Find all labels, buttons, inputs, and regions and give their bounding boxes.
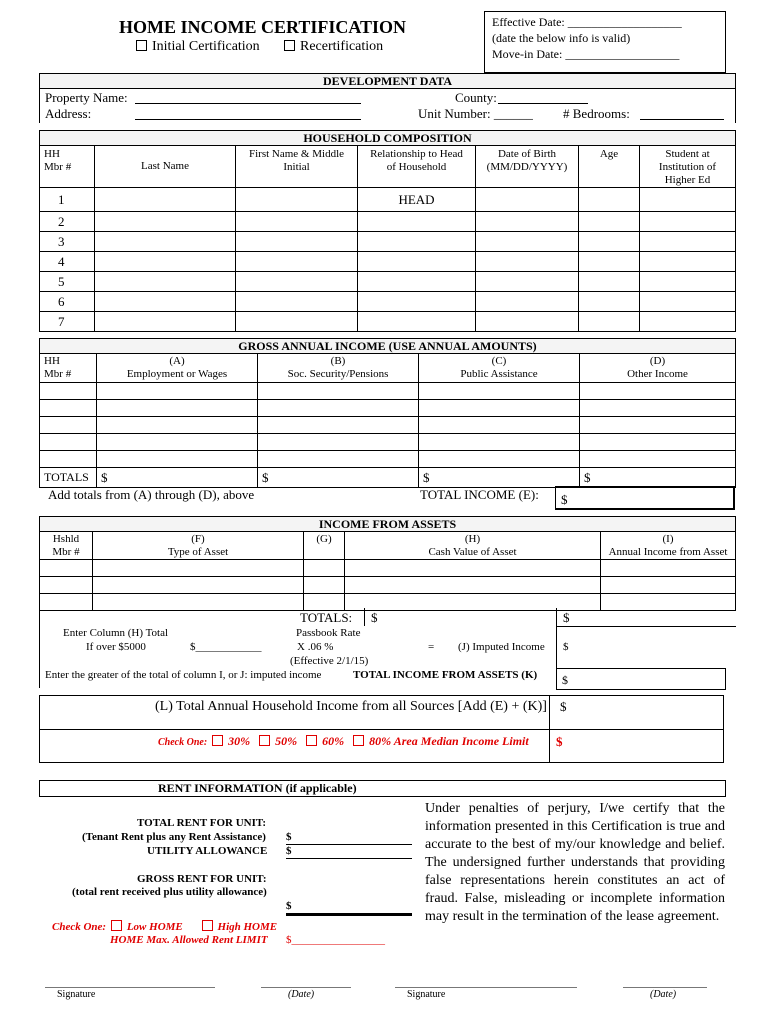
household-td[interactable] (476, 272, 579, 292)
household-td[interactable] (95, 312, 236, 332)
asset-cell[interactable] (601, 594, 736, 611)
household-td[interactable] (640, 252, 736, 272)
ami-60-label: 60% (322, 734, 345, 748)
column-h-total-field[interactable]: $____________ (190, 641, 262, 653)
date-line-2[interactable] (623, 987, 707, 988)
gross-income-row (40, 434, 736, 451)
total-income-e-dollar: $ (561, 492, 568, 507)
asset-cell[interactable] (40, 560, 93, 577)
household-td[interactable] (95, 252, 236, 272)
certification-statement (425, 800, 725, 926)
household-td[interactable] (476, 312, 579, 332)
household-td[interactable] (236, 232, 358, 252)
assets-total-h-dollar[interactable]: $ (371, 610, 378, 625)
household-td[interactable] (236, 212, 358, 232)
rent-check-one-label: Check One: (52, 921, 107, 933)
household-row (40, 312, 736, 332)
gross-income-cell[interactable] (258, 400, 419, 417)
utility-allowance-label: UTILITY ALLOWANCE (147, 845, 268, 857)
equals-sign: = (428, 641, 435, 653)
assets-table (39, 531, 736, 611)
ami-50-label: 50% (275, 734, 298, 748)
utility-allowance-dollar[interactable]: $ (286, 845, 292, 857)
ami-60-checkbox[interactable] (306, 735, 317, 746)
household-row (40, 272, 736, 292)
household-td[interactable] (476, 252, 579, 272)
signature-label-1: Signature (57, 989, 96, 1000)
household-td[interactable] (358, 272, 476, 292)
household-td[interactable] (640, 292, 736, 312)
high-home-label: High HOME (217, 921, 278, 933)
household-td[interactable] (95, 188, 236, 212)
household-row-number: 2 (58, 213, 65, 229)
total-income-assets-field[interactable] (556, 668, 726, 690)
household-td[interactable] (476, 188, 579, 212)
asset-cell[interactable] (93, 560, 304, 577)
gross-income-cell[interactable] (40, 434, 97, 451)
enter-column-h: Enter Column (H) Total (63, 627, 169, 639)
gross-income-cell[interactable] (97, 400, 258, 417)
ami-check-one-label: Check One: (158, 737, 208, 748)
household-td[interactable] (579, 312, 640, 332)
imputed-income-dollar[interactable]: $ (563, 641, 569, 653)
total-annual-mid-line (39, 729, 724, 730)
household-td[interactable] (236, 312, 358, 332)
asset-cell[interactable] (601, 577, 736, 594)
total-income-e-label: TOTAL INCOME (E): (420, 487, 539, 502)
asset-cell[interactable] (345, 560, 601, 577)
gross-income-cell[interactable] (40, 383, 97, 400)
household-td (40, 272, 95, 292)
recertification-label: Recertification (300, 39, 384, 54)
gi-col-mbr: HH Mbr # (44, 355, 72, 380)
ami-dollar[interactable]: $ (556, 734, 563, 749)
gross-income-cell[interactable] (419, 400, 580, 417)
max-rent-label: HOME Max. Allowed Rent LIMIT (110, 934, 268, 946)
gi-total-b[interactable]: $ (262, 469, 269, 485)
county-field[interactable] (498, 103, 588, 104)
gross-income-row (40, 400, 736, 417)
asset-cell[interactable] (93, 577, 304, 594)
certification-text: Under penalties of perjury, I/we certify that the information presented in this Certification is true and accurate to the best of my/our knowledge and belief. The undersigned further understands that providing false representations herein constitutes an act of fraud. False, misleading or incomplete information may result in the termination of the lease agreement. (425, 801, 725, 924)
assets-total-i-dollar[interactable]: $ (563, 610, 570, 625)
household-composition-header: HOUSEHOLD COMPOSITION (39, 130, 736, 146)
gross-totals-row (40, 468, 736, 488)
household-td[interactable] (579, 212, 640, 232)
gi-col-b: (B) Soc. Security/Pensions (287, 355, 389, 380)
initial-certification-option[interactable] (136, 40, 260, 54)
asset-row (40, 560, 736, 577)
household-td[interactable] (640, 232, 736, 252)
household-td[interactable] (476, 292, 579, 312)
bedrooms-label: # Bedrooms: (563, 106, 630, 121)
household-td[interactable] (579, 252, 640, 272)
hh-col-dob: Date of Birth (MM/DD/YYYY) (486, 148, 568, 173)
asset-cell[interactable] (304, 594, 345, 611)
household-row (40, 188, 736, 212)
assets-totals-label: TOTALS: (300, 610, 353, 625)
max-rent-field[interactable]: $_________________ (286, 934, 385, 946)
gross-income-cell[interactable] (97, 451, 258, 468)
date-label-2: (Date) (650, 989, 677, 1000)
asset-row (40, 594, 736, 611)
gross-income-cell[interactable] (419, 417, 580, 434)
household-td[interactable] (579, 188, 640, 212)
gross-income-row (40, 383, 736, 400)
head-label: HEAD (398, 191, 435, 207)
household-td[interactable] (95, 272, 236, 292)
gi-totals-label: TOTALS (44, 470, 89, 484)
address-label: Address: (45, 106, 92, 121)
signature-label-2: Signature (407, 989, 446, 1000)
gross-income-cell[interactable] (580, 383, 736, 400)
total-rent-label: TOTAL RENT FOR UNIT: (137, 817, 267, 829)
gross-income-cell[interactable] (419, 451, 580, 468)
household-row (40, 252, 736, 272)
gross-income-table (39, 353, 736, 488)
unit-number-field[interactable]: ______ (493, 106, 533, 121)
passbook-effective: (Effective 2/1/15) (290, 655, 369, 667)
initial-certification-checkbox[interactable] (136, 40, 147, 51)
gross-income-cell[interactable] (97, 434, 258, 451)
gross-income-cell[interactable] (40, 417, 97, 434)
low-home-checkbox[interactable] (111, 920, 122, 931)
asset-cell[interactable] (40, 577, 93, 594)
gross-rent-label: GROSS RENT FOR UNIT: (137, 873, 267, 885)
gross-income-cell[interactable] (258, 417, 419, 434)
household-td (40, 232, 95, 252)
passbook-rate-value: X .06 % (297, 641, 334, 653)
hh-col-last-name: Last Name (141, 160, 189, 172)
bedrooms-field[interactable] (640, 119, 724, 120)
household-td[interactable] (236, 292, 358, 312)
ami-50-checkbox[interactable] (259, 735, 270, 746)
utility-allowance-field[interactable] (286, 858, 412, 859)
gross-income-cell[interactable] (419, 383, 580, 400)
assets-header-row (40, 532, 736, 560)
gross-income-cell[interactable] (40, 400, 97, 417)
household-td[interactable] (579, 272, 640, 292)
household-td[interactable] (95, 232, 236, 252)
ami-30-checkbox[interactable] (212, 735, 223, 746)
household-td (40, 312, 95, 332)
gross-income-row (40, 417, 736, 434)
household-td[interactable] (640, 272, 736, 292)
asset-row (40, 577, 736, 594)
ami-80-label: 80% Area Median Income Limit (369, 734, 529, 748)
gi-col-a: (A) Employment or Wages (126, 355, 228, 380)
gross-rent-dollar[interactable]: $ (286, 900, 292, 912)
household-td (40, 212, 95, 232)
gross-income-cell[interactable] (580, 434, 736, 451)
date-label-1: (Date) (288, 989, 315, 1000)
household-table (39, 145, 736, 332)
imputed-income-label: (J) Imputed Income (458, 641, 545, 653)
signature-line-2[interactable] (395, 987, 577, 988)
asset-cell[interactable] (345, 594, 601, 611)
dev-right-border (735, 89, 736, 123)
household-row-number: 4 (58, 253, 65, 269)
asset-cell[interactable] (601, 560, 736, 577)
total-income-e-field[interactable] (555, 486, 735, 510)
household-row-number: 6 (58, 293, 65, 309)
household-row-number: 7 (58, 313, 65, 329)
property-name-field[interactable] (135, 103, 361, 104)
gi-col-d: (D) Other Income (627, 355, 688, 380)
gross-income-header: GROSS ANNUAL INCOME (USE ANNUAL AMOUNTS) (39, 338, 736, 354)
asset-cell[interactable] (40, 594, 93, 611)
gross-header-row (40, 354, 736, 383)
gross-income-cell[interactable] (258, 383, 419, 400)
gross-income-row (40, 451, 736, 468)
asset-cell[interactable] (304, 560, 345, 577)
household-td[interactable] (640, 188, 736, 212)
add-totals-instruction: Add totals from (A) through (D), above (48, 487, 255, 502)
total-annual-dollar[interactable]: $ (560, 699, 567, 714)
gi-total-a[interactable]: $ (101, 469, 108, 485)
household-row (40, 232, 736, 252)
asset-cell[interactable] (93, 594, 304, 611)
household-td[interactable] (476, 212, 579, 232)
hh-col-age: Age (599, 148, 619, 160)
county-label: County: (455, 90, 497, 105)
gi-total-d[interactable]: $ (584, 469, 591, 485)
as-col-f: (F) Type of Asset (167, 533, 229, 558)
household-td (40, 252, 95, 272)
if-over-5000: If over $5000 (86, 641, 146, 653)
assets-totals-line (556, 626, 736, 627)
hh-col-relationship: Relationship to Head of Household (370, 148, 463, 173)
rent-check-row (52, 920, 277, 933)
total-income-assets-dollar: $ (562, 673, 568, 687)
gross-income-cell[interactable] (40, 451, 97, 468)
gross-income-cell[interactable] (258, 451, 419, 468)
household-td[interactable] (236, 188, 358, 212)
gross-income-cell[interactable] (419, 434, 580, 451)
tenant-rent-note: (Tenant Rent plus any Rent Assistance) (82, 831, 266, 843)
total-annual-sep (549, 695, 550, 763)
initial-certification-label: Initial Certification (152, 39, 260, 54)
household-td[interactable] (95, 212, 236, 232)
household-td (40, 188, 95, 212)
ami-30-label: 30% (228, 734, 251, 748)
household-row-number: 3 (58, 233, 65, 249)
total-income-assets-label: TOTAL INCOME FROM ASSETS (K) (353, 669, 538, 681)
household-td[interactable] (236, 252, 358, 272)
as-col-h: (H) Cash Value of Asset (428, 533, 517, 558)
household-td[interactable] (640, 212, 736, 232)
recertification-option[interactable] (284, 40, 383, 54)
ami-80-checkbox[interactable] (353, 735, 364, 746)
total-rent-field[interactable] (286, 844, 412, 845)
assets-header: INCOME FROM ASSETS (39, 516, 736, 532)
hh-col-student: Student at Institution of Higher Ed (658, 148, 717, 186)
gross-income-cell[interactable] (97, 383, 258, 400)
household-td[interactable] (358, 188, 476, 212)
household-td[interactable] (358, 292, 476, 312)
gross-income-cell[interactable] (258, 434, 419, 451)
assets-totals-sep-1 (364, 608, 365, 626)
high-home-checkbox[interactable] (202, 920, 213, 931)
hh-col-first-name: First Name & Middle Initial (248, 148, 345, 173)
household-td[interactable] (358, 232, 476, 252)
household-row-number: 5 (58, 273, 65, 289)
as-col-g: (G) (316, 533, 332, 545)
date-line-1[interactable] (261, 987, 351, 988)
move-in-date-field[interactable]: Move-in Date: ___________________ (492, 47, 680, 61)
total-annual-label: (L) Total Annual Household Income from all Sources [Add (E) + (K)] (155, 699, 547, 714)
household-row-number: 1 (58, 191, 65, 207)
household-td[interactable] (476, 232, 579, 252)
rent-info-title: RENT INFORMATION (if applicable) (158, 781, 357, 795)
household-td[interactable] (640, 312, 736, 332)
household-td[interactable] (358, 212, 476, 232)
hh-col-mbr: HH Mbr # (44, 148, 72, 173)
gross-rent-note: (total rent received plus utility allowance) (72, 886, 267, 898)
household-header-row (40, 146, 736, 188)
gross-income-cell[interactable] (580, 451, 736, 468)
household-td[interactable] (358, 252, 476, 272)
household-td[interactable] (95, 292, 236, 312)
asset-cell[interactable] (345, 577, 601, 594)
household-td (40, 292, 95, 312)
date-note: (date the below info is valid) (492, 31, 631, 45)
total-rent-dollar[interactable]: $ (286, 831, 292, 843)
unit-number-text: Unit Number: (418, 106, 491, 121)
household-td[interactable] (579, 232, 640, 252)
signature-line-1[interactable] (45, 987, 215, 988)
effective-date-field[interactable]: Effective Date: ___________________ (492, 15, 682, 29)
assets-left-border (39, 608, 40, 688)
gross-income-cell[interactable] (97, 417, 258, 434)
gi-total-c[interactable]: $ (423, 469, 430, 485)
household-td[interactable] (579, 292, 640, 312)
asset-cell[interactable] (304, 577, 345, 594)
unit-number-label (418, 107, 533, 120)
household-row (40, 292, 736, 312)
development-data-header: DEVELOPMENT DATA (39, 73, 736, 89)
form-title: HOME INCOME CERTIFICATION (119, 17, 407, 37)
dev-left-border (39, 89, 40, 123)
as-col-i: (I) Annual Income from Asset (608, 533, 728, 558)
property-name-label: Property Name: (45, 90, 128, 105)
ami-check-row (158, 735, 529, 748)
passbook-rate-label: Passbook Rate (296, 627, 361, 639)
household-td[interactable] (236, 272, 358, 292)
enter-greater-instruction: Enter the greater of the total of column I, or J: imputed income (45, 669, 322, 681)
gross-income-cell[interactable] (580, 400, 736, 417)
household-row (40, 212, 736, 232)
rent-info-header (39, 780, 726, 797)
gross-rent-field[interactable] (286, 913, 412, 916)
gi-col-c: (C) Public Assistance (460, 355, 538, 380)
gross-income-cell[interactable] (580, 417, 736, 434)
household-td[interactable] (358, 312, 476, 332)
low-home-label: Low HOME (126, 921, 183, 933)
address-field[interactable] (135, 119, 361, 120)
as-col-mbr: Hshld Mbr # (52, 533, 80, 558)
recertification-checkbox[interactable] (284, 40, 295, 51)
